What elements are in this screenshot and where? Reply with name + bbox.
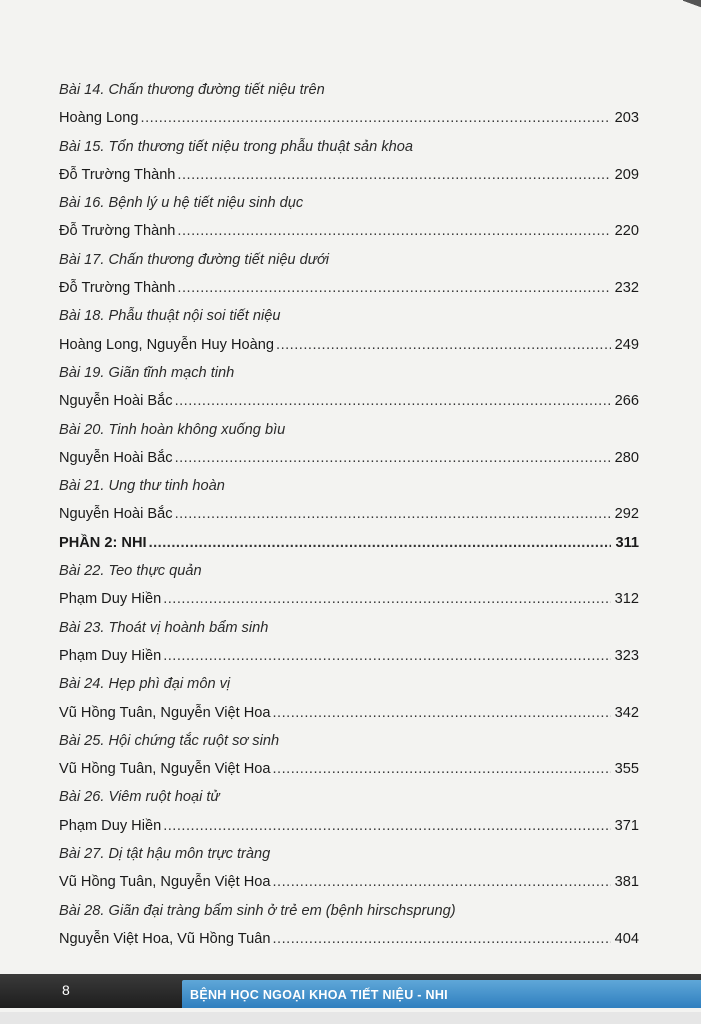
author-name: Phạm Duy Hiền: [59, 647, 162, 664]
author-name: Hoàng Long, Nguyễn Huy Hoàng: [59, 336, 275, 353]
dot-leader: [177, 274, 610, 302]
lesson-title: Bài 21. Ung thư tinh hoàn: [59, 478, 225, 495]
lesson-title: Bài 14. Chấn thương đường tiết niệu trên: [59, 82, 325, 98]
toc-entry: [59, 387, 639, 415]
page-footer: [0, 970, 701, 1010]
lesson-title: Bài 20. Tinh hoàn không xuống bìu: [59, 421, 286, 438]
corner-mark: [683, 0, 701, 14]
dot-leader: [175, 500, 611, 528]
toc-entry: [59, 812, 639, 840]
page-number: 381: [614, 874, 639, 891]
toc-entry: [59, 331, 639, 359]
toc-entry: [59, 444, 639, 472]
dot-leader: [276, 331, 611, 359]
page-number: 249: [614, 336, 639, 353]
toc-entry: [59, 925, 639, 953]
footer-book-title: BỆNH HỌC NGOẠI KHOA TIẾT NIỆU - NHI: [190, 988, 448, 1002]
author-name: Nguyễn Hoài Bắc: [59, 393, 173, 410]
dot-leader: [163, 642, 610, 670]
dot-leader: [163, 585, 610, 613]
dot-leader: [175, 444, 611, 472]
dot-leader: [272, 925, 610, 953]
toc-entry: [59, 500, 639, 528]
lesson-title: Bài 17. Chấn thương đường tiết niệu dưới: [59, 251, 330, 268]
toc-entry: [59, 755, 639, 783]
author-name: Vũ Hồng Tuân, Nguyễn Việt Hoa: [59, 704, 271, 721]
page-number: 355: [614, 761, 639, 778]
lesson-title: Bài 23. Thoát vị hoành bẩm sinh: [59, 619, 269, 636]
lesson-title: Bài 26. Viêm ruột hoại tử: [59, 789, 220, 806]
toc-entry: [59, 699, 639, 727]
lesson-title: Bài 22. Teo thực quản: [59, 563, 202, 580]
author-name: Vũ Hồng Tuân, Nguyễn Việt Hoa: [59, 761, 271, 778]
page-number: 323: [614, 647, 639, 664]
toc-entry: [59, 274, 639, 302]
page-number: 312: [614, 591, 639, 608]
author-name: Đỗ Trường Thành: [59, 166, 176, 183]
page-number: 232: [614, 280, 639, 297]
page-number: 266: [614, 393, 639, 410]
lesson-title: Bài 28. Giãn đại tràng bẩm sinh ở trẻ em (bệnh hirschsprung): [59, 902, 456, 919]
lesson-title: Bài 19. Giãn tĩnh mạch tinh: [59, 364, 235, 381]
dot-leader: [163, 812, 610, 840]
page-number: 280: [614, 449, 639, 466]
toc-entry: [59, 161, 639, 189]
lesson-title: Bài 24. Hẹp phì đại môn vị: [59, 676, 231, 693]
scan-edge: [0, 1012, 701, 1024]
page-number: 404: [614, 930, 639, 947]
author-name: Phạm Duy Hiền: [59, 817, 162, 834]
dot-leader: [149, 529, 612, 557]
toc-entry: [59, 585, 639, 613]
lesson-title: Bài 15. Tổn thương tiết niệu trong phẫu thuật sản khoa: [59, 138, 413, 155]
toc-entry: [59, 217, 639, 245]
part-label: PHẦN 2: NHI: [59, 534, 147, 551]
part-heading: [59, 529, 639, 557]
page-number: 209: [614, 166, 639, 183]
lesson-title: Bài 27. Dị tật hậu môn trực tràng: [59, 846, 271, 863]
author-name: Đỗ Trường Thành: [59, 223, 176, 240]
author-name: Nguyễn Việt Hoa, Vũ Hồng Tuân: [59, 930, 271, 947]
author-name: Vũ Hồng Tuân, Nguyễn Việt Hoa: [59, 874, 271, 891]
dot-leader: [175, 387, 611, 415]
page-number: 220: [614, 223, 639, 240]
footer-page-number: 8: [62, 982, 70, 998]
dot-leader: [177, 217, 610, 245]
lesson-title: Bài 25. Hội chứng tắc ruột sơ sinh: [59, 732, 280, 749]
lesson-title: Bài 18. Phẫu thuật nội soi tiết niệu: [59, 308, 281, 325]
dot-leader: [272, 868, 610, 896]
table-of-contents: [59, 76, 639, 953]
page-number: 342: [614, 704, 639, 721]
author-name: Hoàng Long: [59, 110, 139, 127]
author-name: Nguyễn Hoài Bắc: [59, 506, 173, 523]
author-name: Đỗ Trường Thành: [59, 280, 176, 297]
dot-leader: [141, 104, 611, 132]
page-number: 203: [614, 110, 639, 127]
dot-leader: [177, 161, 610, 189]
page-number: 311: [615, 534, 639, 551]
toc-entry: [59, 642, 639, 670]
author-name: Nguyễn Hoài Bắc: [59, 449, 173, 466]
toc-entry: [59, 868, 639, 896]
page-number: 371: [614, 817, 639, 834]
dot-leader: [272, 755, 610, 783]
dot-leader: [272, 699, 610, 727]
page-number: 292: [614, 506, 639, 523]
toc-entry: [59, 104, 639, 132]
author-name: Phạm Duy Hiền: [59, 591, 162, 608]
lesson-title: Bài 16. Bệnh lý u hệ tiết niệu sinh dục: [59, 195, 304, 212]
